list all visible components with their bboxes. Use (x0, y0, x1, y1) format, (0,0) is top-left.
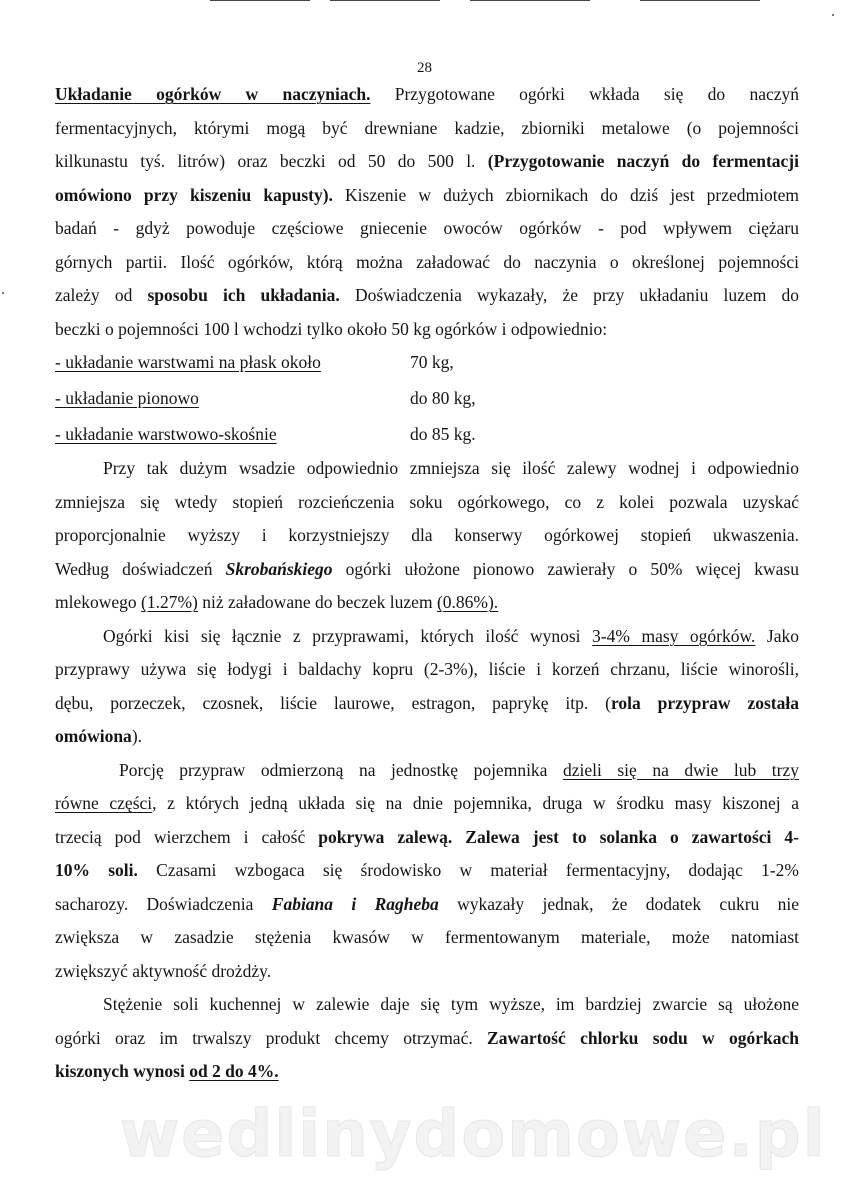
paragraph-line: zwiększyć aktywność drożdży. (55, 960, 272, 981)
watermark: wedlinydomowe.pl (120, 1098, 827, 1172)
paragraph-line: omówiono przy kiszeniu kapusty). Kiszenie w dużych zbiornikach do dziś jest przedmiotem (55, 184, 799, 205)
paragraph-line: beczki o pojemności 100 l wchodzi tylko około 50 kg ogórków i odpowiednio: (55, 318, 608, 339)
list-item-method: - układanie warstwowo-skośnie (55, 424, 277, 444)
paragraph-line: omówiona). (55, 726, 143, 746)
paragraph-line: ogórki oraz im trwalszy produkt chcemy otrzymać. Zawartość chlorku sodu w ogórkach (55, 1027, 799, 1048)
page-number: 28 (417, 60, 432, 76)
paragraph-line: fermentacyjnych, którymi mogą być drewniane kadzie, zbiorniki metalowe (o pojemności (55, 117, 799, 138)
paragraph-line: zmniejsza się wtedy stopień rozcieńczenia soku ogórkowego, co z kolei pozwala uzyskać (55, 491, 799, 512)
paragraph-line: dębu, porzeczek, czosnek, liście laurowe, estragon, paprykę itp. (rola przypraw została (55, 692, 799, 713)
paragraph-line: proporcjonalnie wyższy i korzystniejszy dla konserwy ogórkowej stopień ukwaszenia. (55, 525, 799, 545)
paragraph-line: trzecią pod wierzchem i całość pokrywa zalewą. Zalewa jest to solanka o zawartości 4- (55, 826, 800, 847)
section-heading: Układanie ogórków w naczyniach. (55, 84, 371, 104)
paragraph-line: Przy tak dużym wsadzie odpowiednio zmniejsza się ilość zalewy wodnej i odpowiednio (103, 458, 799, 478)
list-item-amount: do 85 kg. (410, 424, 476, 444)
paragraph-line: sacharozy. Doświadczenia Fabiana i Ragheba wykazały jednak, że dodatek cukru nie (55, 893, 799, 914)
scan-speck (832, 14, 834, 16)
paragraph-line: kilkunastu tyś. litrów) oraz beczki od 50 do 500 l. (Przygotowanie naczyń do fermentacji (55, 151, 799, 171)
paragraph-line: zwiększa w zasadzie stężenia kwasów w fermentowanym materiale, może natomiast (55, 927, 799, 947)
scan-edge-line (470, 0, 590, 1)
list-item (55, 346, 799, 382)
scan-edge-line (640, 0, 760, 1)
paragraph-line: 10% soli. Czasami wzbogaca się środowisko w materiał fermentacyjny, dodając 1-2% (55, 860, 799, 880)
paragraph-line: górnych partii. Ilość ogórków, którą można załadować do naczynia o określonej pojemności (55, 251, 799, 272)
author-name: Skrobańskiego (225, 558, 333, 579)
paragraph-line: Porcję przypraw odmierzoną na jednostkę pojemnika dzieli się na dwie lub trzy (119, 759, 799, 780)
paragraph-line: badań - gdyż powoduje częściowe gniecenie owoców ogórków - pod wpływem ciężaru (55, 218, 799, 238)
list-item-amount: 70 kg, (410, 352, 454, 372)
scan-speck (2, 292, 4, 294)
paragraph-line: przyprawy używa się łodygi i baldachy kopru (2-3%), liście i korzeń chrzanu, liście winorośli, (55, 659, 799, 679)
list-item-method: - układanie pionowo (55, 388, 199, 408)
author-name: Fabiana i Ragheba (271, 893, 439, 914)
paragraph-line: mlekowego (1.27%) niż załadowane do beczek luzem (0.86%). (55, 592, 499, 612)
paragraph-line: Ogórki kisi się łącznie z przyprawami, których ilość wynosi 3-4% masy ogórków. Jako (103, 625, 799, 646)
paragraph-line: Układanie ogórków w naczyniach. Przygotowane ogórki wkłada się do naczyń (55, 84, 799, 104)
paragraph-line: równe części, z których jedną układa się na dnie pojemnika, druga w środku masy kiszonej a (55, 793, 799, 813)
list-item-amount: do 80 kg, (410, 388, 476, 408)
paragraph-line: Według doświadczeń Skrobańskiego ogórki ułożone pionowo zawierały o 50% więcej kwasu (55, 558, 799, 579)
list-item (55, 418, 799, 452)
scan-edge-line (210, 0, 310, 1)
paragraph-line: Stężenie soli kuchennej w zalewie daje się tym wyższe, im bardziej zwarcie są ułożone (103, 994, 799, 1014)
scan-edge-line (330, 0, 440, 1)
list-item-method: - układanie warstwami na płask około (55, 352, 321, 372)
document-body (55, 78, 799, 1089)
paragraph-line: kiszonych wynosi od 2 do 4%. (55, 1061, 279, 1081)
paragraph-line: zależy od sposobu ich układania. Doświadczenia wykazały, że przy układaniu luzem do (55, 285, 799, 305)
list-item (55, 382, 799, 418)
